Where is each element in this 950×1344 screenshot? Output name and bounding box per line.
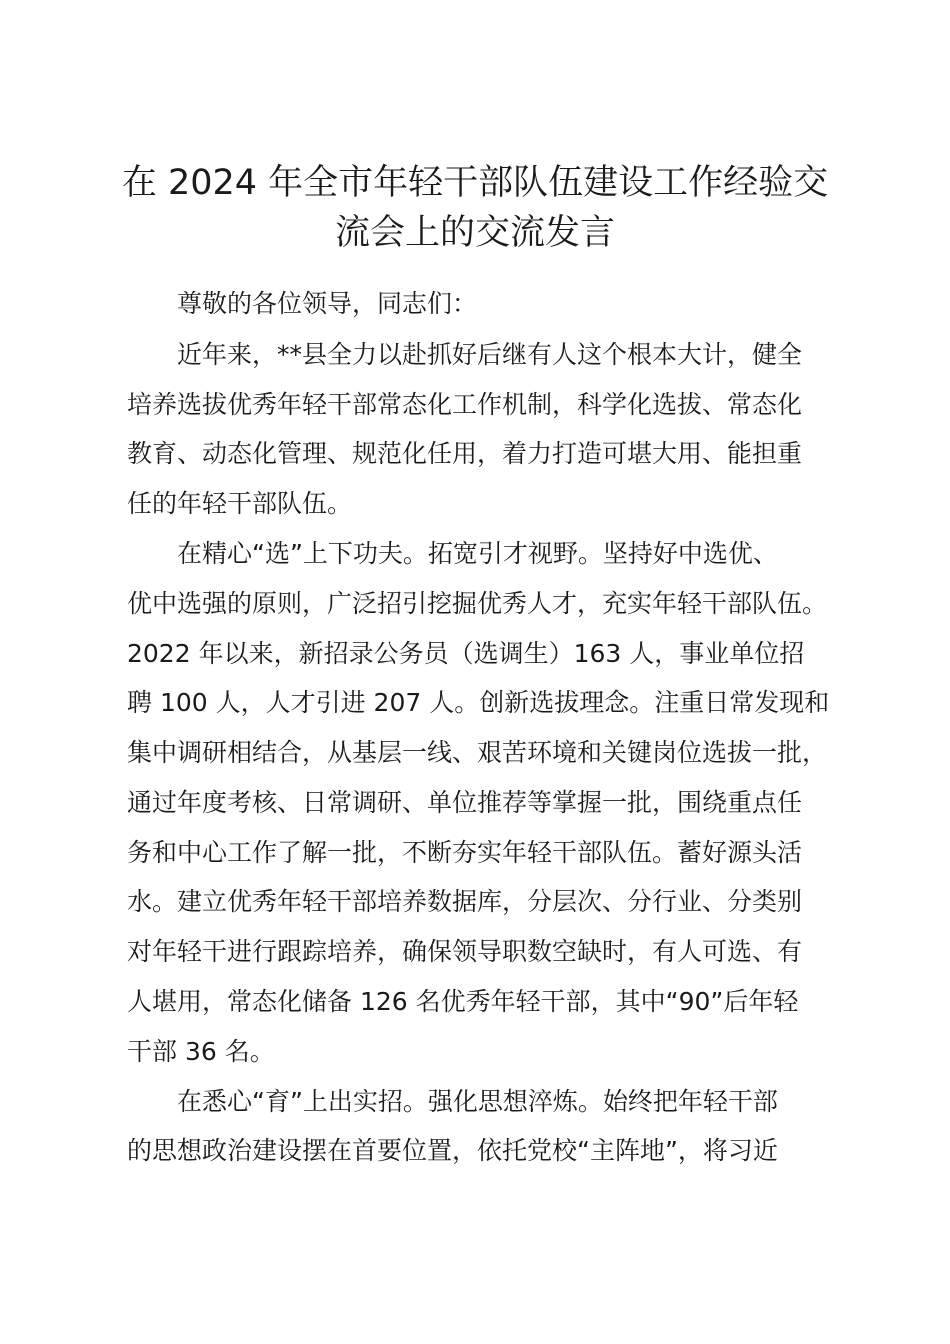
paragraph-line: 集中调研相结合，从基层一线、艰苦环境和关键岗位选拔一批，	[127, 738, 828, 767]
paragraph-line: 培养选拔优秀年轻干部常态化工作机制，科学化选拔、常态化	[127, 390, 803, 419]
paragraph-line: 近年来，**县全力以赴抓好后继有人这个根本大计，健全	[177, 340, 803, 369]
paragraph-line: 任的年轻干部队伍。	[127, 489, 353, 518]
paragraph-line: 优中选强的原则，广泛招引挖掘优秀人才，充实年轻干部队伍。	[127, 589, 828, 618]
paragraph-line: 务和中心工作了解一批，不断夯实年轻干部队伍。蓄好源头活	[127, 838, 803, 867]
paragraph-line: 对年轻干进行跟踪培养，确保领导职数空缺时，有人可选、有	[127, 937, 803, 966]
document-title-line-1: 在 2024 年全市年轻干部队伍建设工作经验交	[121, 163, 829, 203]
paragraph-line: 水。建立优秀年轻干部培养数据库，分层次、分行业、分类别	[127, 887, 803, 916]
salutation: 尊敬的各位领导，同志们：	[177, 289, 478, 318]
paragraph-line: 2022 年以来，新招录公务员（选调生）163 人，事业单位招	[127, 639, 805, 668]
document-title-line-2: 流会上的交流发言	[334, 213, 615, 253]
paragraph-line: 聘 100 人，人才引进 207 人。创新选拔理念。注重日常发现和	[127, 688, 830, 717]
paragraph-line: 人堪用，常态化储备 126 名优秀年轻干部，其中“90”后年轻	[127, 987, 799, 1016]
paragraph-line: 干部 36 名。	[127, 1037, 275, 1066]
paragraph-line: 在悉心“育”上出实招。强化思想淬炼。始终把年轻干部	[177, 1087, 778, 1116]
paragraph-line: 在精心“选”上下功夫。拓宽引才视野。坚持好中选优、	[177, 539, 778, 568]
paragraph-line: 的思想政治建设摆在首要位置，依托党校“主阵地”，将习近	[127, 1136, 778, 1165]
paragraph-line: 通过年度考核、日常调研、单位推荐等掌握一批，围绕重点任	[127, 788, 803, 817]
paragraph-line: 教育、动态化管理、规范化任用，着力打造可堪大用、能担重	[127, 439, 803, 468]
